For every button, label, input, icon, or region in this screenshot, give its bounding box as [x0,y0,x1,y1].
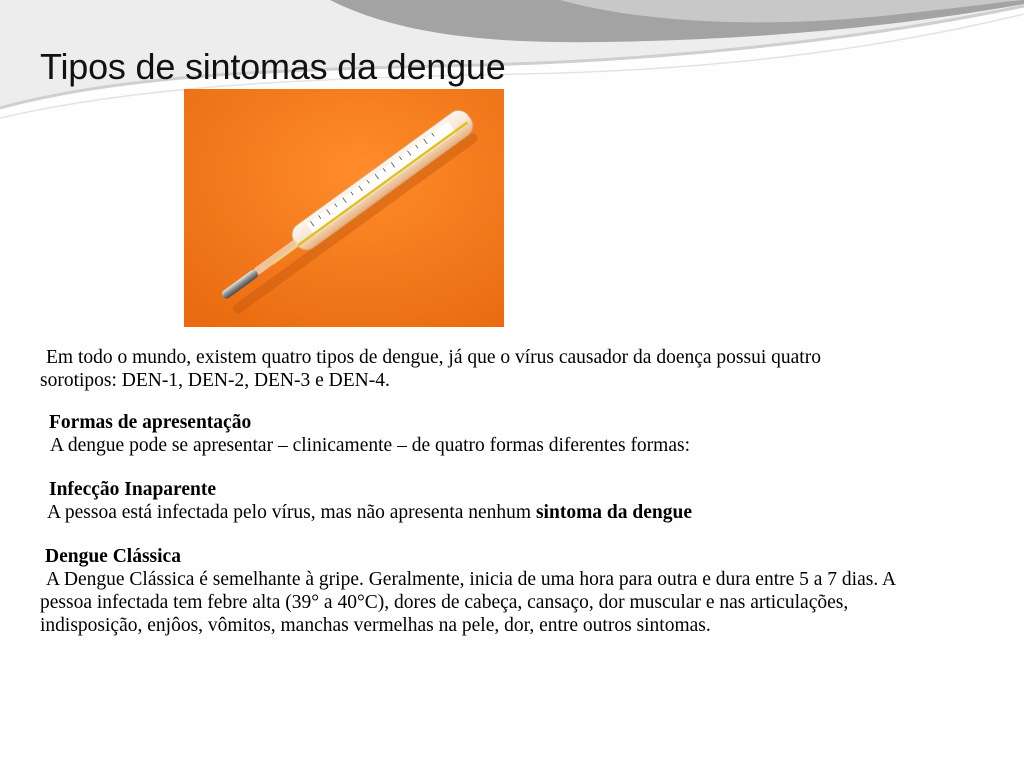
section-infeccao-inaparente [40,478,900,524]
slide-body [40,346,900,637]
section-formas-de-apresentacao [40,411,900,457]
inaparente-text [40,501,900,524]
section-heading-inaparente: Infecção Inaparente [49,479,216,500]
section-dengue-classica [40,545,900,637]
inaparente-text-bold: sintoma da dengue [535,502,692,523]
intro-paragraph: Em todo o mundo, existem quatro tipos de dengue, já que o vírus causador da doença possui quatro sorotipos: DEN-1, DEN-2, DEN-3 e DEN-4. [40,347,821,391]
section-heading-formas: Formas de apresentação [49,412,252,433]
slide-title: Tipos de sintomas da dengue [40,46,506,87]
formas-text: A dengue pode se apresentar – clinicamente – de quatro formas diferentes formas: [50,435,691,456]
thermometer-photo [184,89,504,327]
section-heading-classica: Dengue Clássica [45,546,181,567]
inaparente-text-plain: A pessoa está infectada pelo vírus, mas não apresenta nenhum [47,502,536,523]
classica-text: A Dengue Clássica é semelhante à gripe. Geralmente, inicia de uma hora para outra e dura entre 5 a 7 dias. A pessoa infectada tem febre alta (39° a 40°C), dores de cabeça, cansaço, dor muscular e nas articulações, indisposição, enjôos, vômitos, manchas vermelhas na pele, dor, entre outros sintomas. [40,569,896,636]
